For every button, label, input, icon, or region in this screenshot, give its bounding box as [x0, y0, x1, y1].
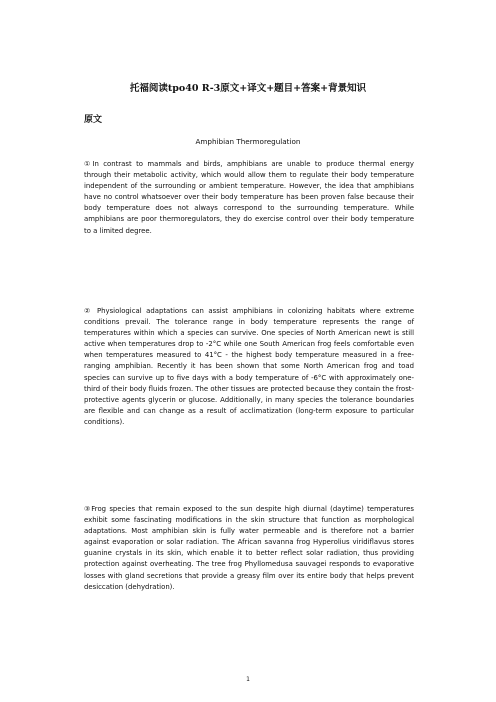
section-label: 原文 — [84, 115, 103, 125]
document-title: 托福阅读tpo40 R-3原文+译文+题目+答案+背景知识 — [129, 83, 367, 94]
page-number: 1 — [246, 676, 250, 683]
paragraph-2: ② Physiological adaptations can assist amphibians in colonizing habitats where extreme conditions prevail. The tolerance range in body temperature represents the range of temperatures within which a species can survive. One species of North American newt is still active when temperatures drop to -2°C while one South American frog feels comfortable even when temperatures measured to 41°C - the highest body temperature measured in a free-ranging amphibian. Recently it has been shown that some North American frog and toad species can survive up to five days with a body temperature of -6°C with approximately one-third of their body fluids frozen. The other tissues are protected because they contain the frost-protective agents glycerin or glucose. Additionally, in many species the tolerance boundaries are flexible and can change as a result of acclimatization (long-term exposure to particular conditions). — [84, 307, 414, 426]
article-title: Amphibian Thermoregulation — [195, 137, 301, 146]
paragraph-1: ①In contrast to mammals and birds, amphibians are unable to produce thermal energy through their metabolic activity, which would allow them to regulate their body temperature independent of the surrounding or ambient temperature. However, the idea that amphibians have no control whatsoever over their body temperature has been proven false because their body temperature does not always correspond to the surrounding temperature. While amphibians are poor thermoregulators, they do exercise control over their body temperature to a limited degree. — [84, 160, 414, 235]
paragraph-3: ③Frog species that remain exposed to the sun despite high diurnal (daytime) temperatures exhibit some fascinating modifications in the skin structure that function as morphological adaptations. Most amphibian skin is fully water permeable and is therefore not a barrier against evaporation or solar radiation. The African savanna frog Hyperolius viridiflavus stores guanine crystals in its skin, which enable it to better reflect solar radiation, thus providing protection against overheating. The tree frog Phyllomedusa sauvagei responds to evaporative losses with gland secretions that provide a greasy film over its entire body that helps prevent desiccation (dehydration). — [84, 505, 414, 591]
